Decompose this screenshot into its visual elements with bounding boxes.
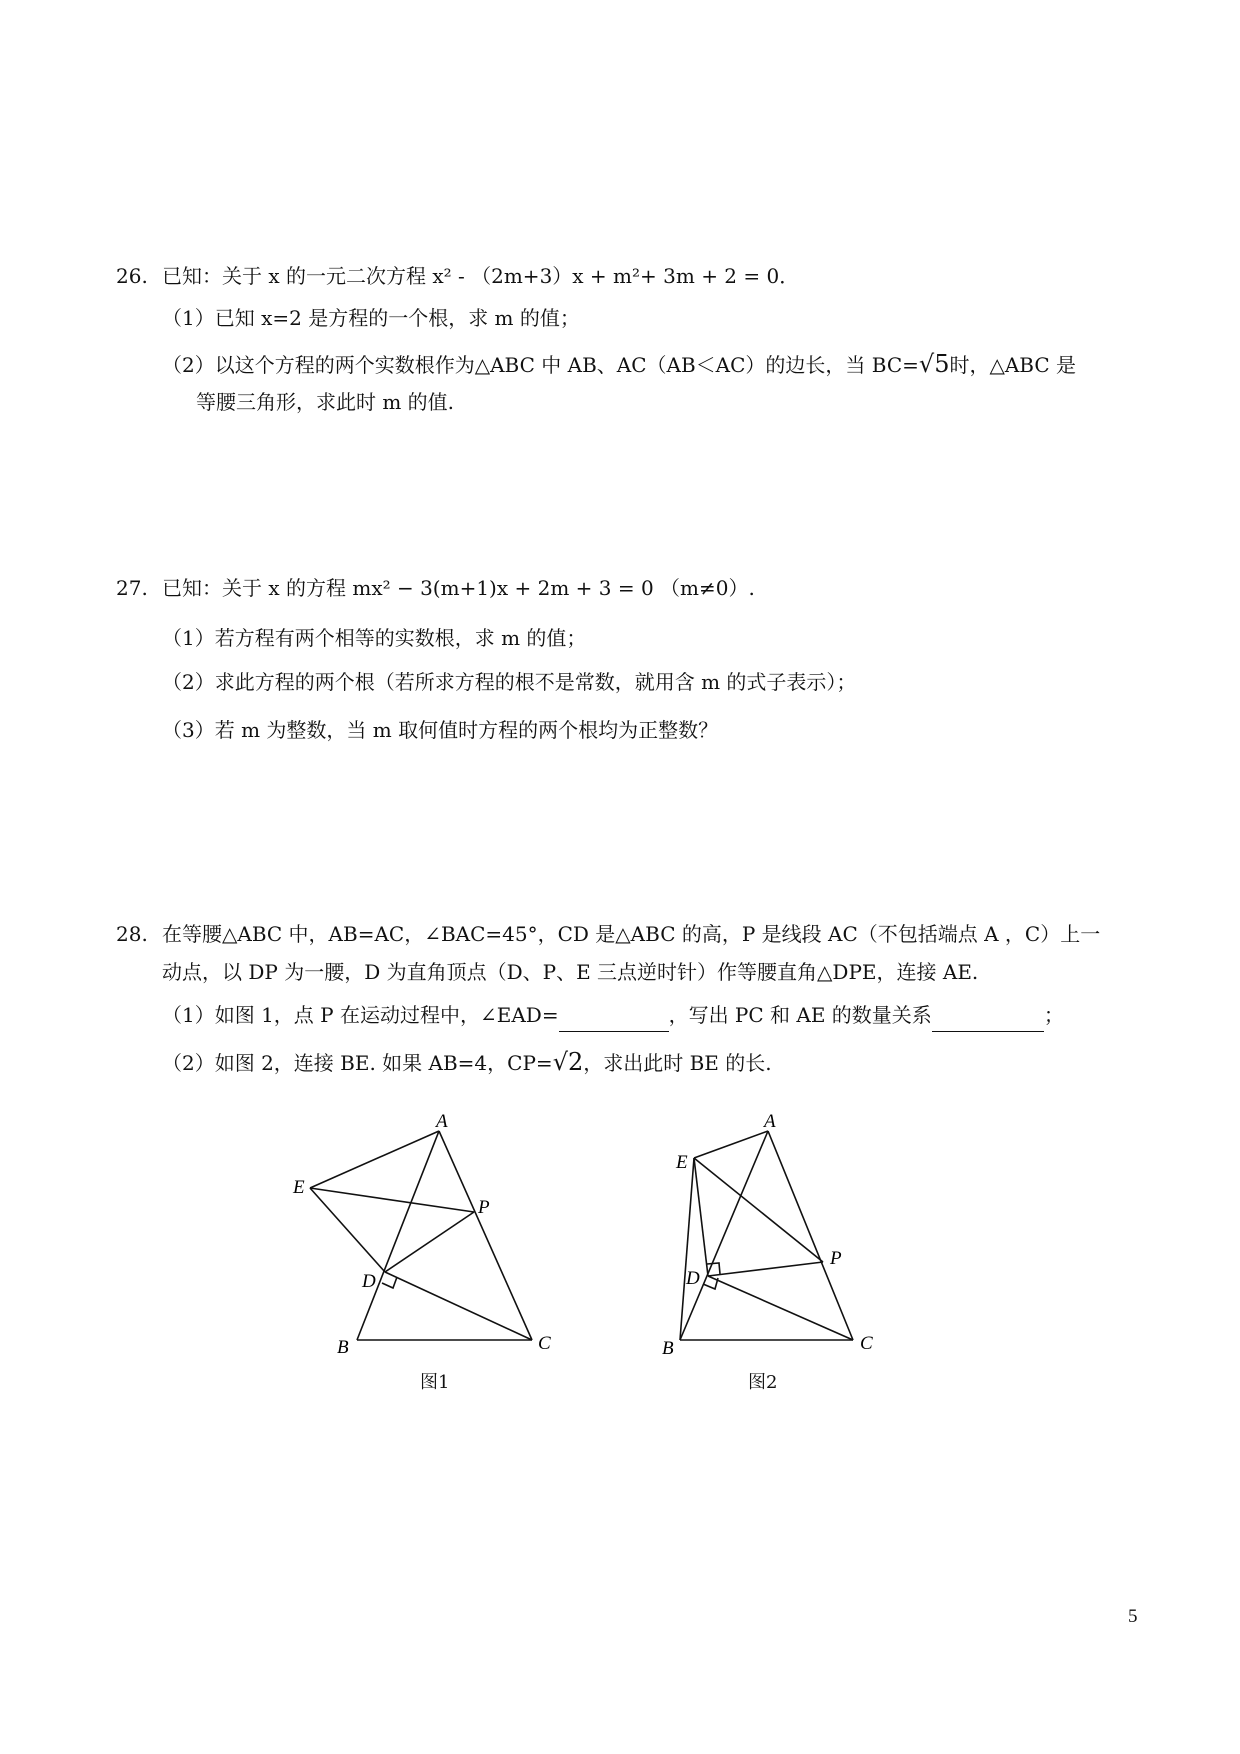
q28-part1b: ，写出 PC 和 AE 的数量关系	[668, 1003, 932, 1027]
q26-sqrt5: √5	[918, 350, 950, 378]
q26-stem: 已知：关于 x 的一元二次方程 x² - （2m+3）x + m²+ 3m + 2 = 0．	[162, 264, 800, 288]
fig1-label-C: C	[538, 1333, 551, 1354]
figure-2-caption: 图2	[748, 1372, 778, 1393]
fig2-segment-EA	[694, 1131, 768, 1158]
q27-part3: （3）若 m 为整数，当 m 取何值时方程的两个根均为正整数？	[162, 718, 719, 742]
fig1-segment-DC	[385, 1272, 532, 1340]
q26-stem-line	[116, 262, 799, 290]
q27-stem-line	[116, 574, 755, 602]
figure-1-diagram	[280, 1100, 570, 1360]
fig2-segment-EP	[694, 1158, 823, 1262]
q26-part2-line	[162, 350, 1076, 379]
q27-number: 27.	[116, 576, 148, 600]
fig1-right-angle-mark	[382, 1277, 397, 1288]
q28-blank-angle[interactable]	[559, 1003, 669, 1032]
q26-number: 26.	[116, 264, 148, 288]
fig1-label-E: E	[293, 1177, 305, 1198]
fig2-segment-ED	[694, 1158, 708, 1276]
fig1-label-P: P	[478, 1197, 490, 1218]
fig2-label-D: D	[686, 1268, 700, 1289]
fig1-segment-EP	[310, 1188, 474, 1212]
figure-2-diagram	[660, 1100, 890, 1360]
q28-part2-line	[162, 1048, 772, 1077]
q26-part1: （1）已知 x=2 是方程的一个根，求 m 的值；	[162, 306, 580, 330]
q28-number: 28.	[116, 922, 148, 946]
q28-part2a: （2）如图 2，连接 BE. 如果 AB=4，CP=	[162, 1051, 553, 1075]
fig1-segment-DP	[385, 1212, 474, 1272]
fig1-segment-ED	[310, 1188, 385, 1272]
fig1-label-D: D	[362, 1271, 376, 1292]
q26-part2a: （2）以这个方程的两个实数根作为△ABC 中 AB、AC（AB＜AC）的边长，当 BC=	[162, 353, 919, 377]
fig2-label-A: A	[764, 1111, 776, 1132]
q28-part1a: （1）如图 1，点 P 在运动过程中，∠EAD=	[162, 1003, 559, 1027]
q27-stem: 已知：关于 x 的方程 mx² − 3(m+1)x + 2m + 3 = 0 （m≠0）.	[162, 576, 755, 600]
q28-stem2: 动点，以 DP 为一腰，D 为直角顶点（D、P、E 三点逆时针）作等腰直角△DPE，连接 AE.	[162, 960, 979, 984]
q28-blank-relation[interactable]	[932, 1003, 1044, 1032]
q28-part2b: ，求出此时 BE 的长.	[583, 1051, 772, 1075]
figure-1-caption: 图1	[420, 1372, 450, 1393]
q26-part2b: 时，△ABC 是	[949, 353, 1077, 377]
q27-part2: （2）求此方程的两个根（若所求方程的根不是常数，就用含 m 的式子表示）；	[162, 670, 857, 694]
fig1-label-B: B	[337, 1337, 349, 1358]
q28-sqrt2: √2	[552, 1048, 584, 1076]
fig2-label-P: P	[830, 1248, 842, 1269]
fig1-label-A: A	[436, 1111, 448, 1132]
fig1-segment-AC	[439, 1131, 532, 1340]
fig2-segment-DP	[708, 1262, 823, 1276]
page-number: 5	[1128, 1606, 1138, 1627]
fig2-label-B: B	[662, 1338, 674, 1359]
q28-part1c: ；	[1043, 1003, 1064, 1027]
q28-stem1: 在等腰△ABC 中，AB=AC，∠BAC=45°，CD 是△ABC 的高，P 是线段 AC（不包括端点 A ，C）上一	[162, 922, 1101, 946]
q28-part1-line	[162, 1001, 1064, 1032]
q28-stem-line1	[116, 920, 1100, 948]
fig2-label-C: C	[860, 1333, 873, 1354]
q27-part1: （1）若方程有两个相等的实数根，求 m 的值；	[162, 626, 587, 650]
q26-part2c: 等腰三角形，求此时 m 的值.	[196, 390, 455, 414]
fig2-label-E: E	[676, 1152, 688, 1173]
